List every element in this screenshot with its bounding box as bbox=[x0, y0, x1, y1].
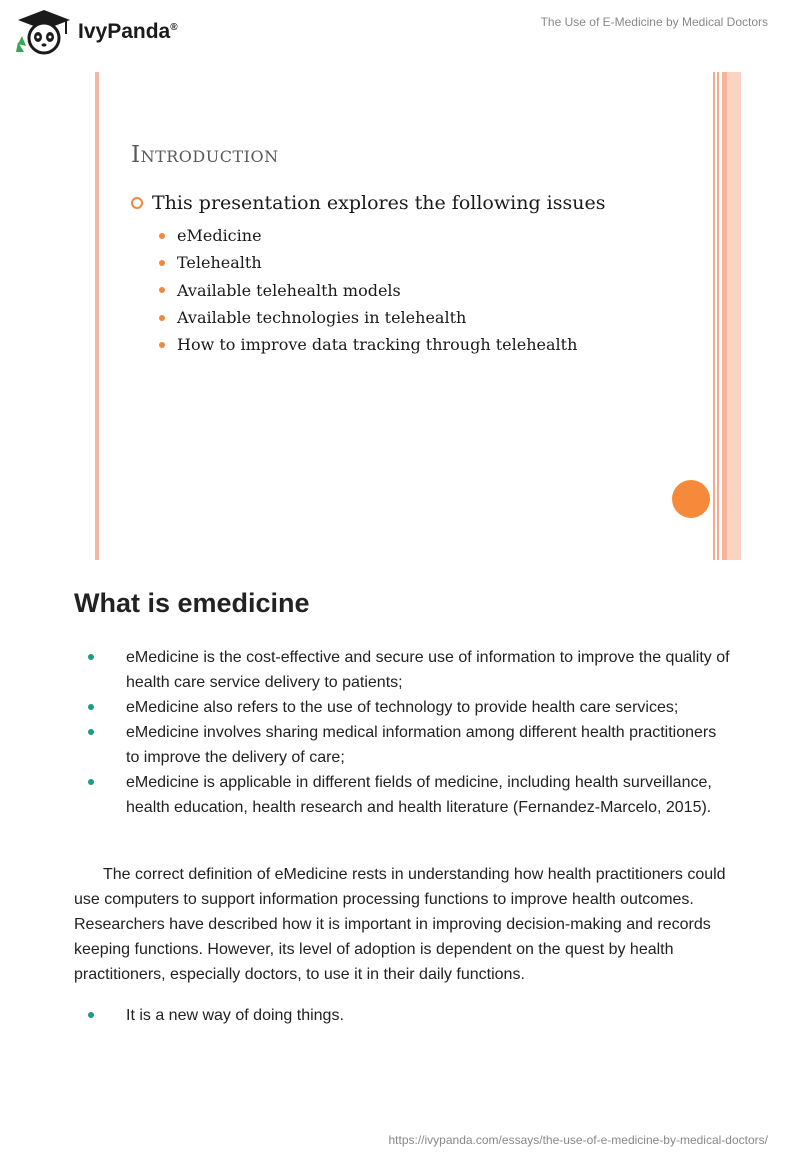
section-heading: What is emedicine bbox=[74, 588, 310, 618]
bullet-item: It is a new way of doing things. bbox=[74, 1003, 734, 1028]
source-url-link[interactable]: https://ivypanda.com/essays/the-use-of-e-medicine-by-medical-doctors/ bbox=[388, 1133, 768, 1147]
slide-list-item: Available technologies in telehealth bbox=[159, 304, 577, 331]
bullet-item: eMedicine involves sharing medical information among different health practitioners to improve the delivery of care; bbox=[74, 720, 734, 770]
orange-circle-decoration bbox=[672, 480, 710, 518]
dot-bullet-icon bbox=[159, 287, 165, 293]
slide-list-item: eMedicine bbox=[159, 222, 577, 249]
brand-logo[interactable] bbox=[14, 8, 178, 56]
dot-bullet-icon bbox=[159, 233, 165, 239]
bullet-item: eMedicine also refers to the use of technology to provide health care services; bbox=[74, 695, 734, 720]
second-bullet-list bbox=[74, 1003, 734, 1028]
slide-main-point bbox=[131, 192, 605, 214]
slide-list-item: Available telehealth models bbox=[159, 277, 577, 304]
bullet-item: eMedicine is applicable in different fields of medicine, including health surveillance, health education, health research and health literature (Fernandez-Marcelo, 2015). bbox=[74, 770, 734, 820]
slide-right-accent-bars bbox=[713, 72, 741, 560]
ring-bullet-icon bbox=[131, 197, 143, 209]
body-paragraph: The correct definition of eMedicine rests in understanding how health practitioners could use computers to support information processing functions to improve health outcomes. Researchers have described how it is important in improving decision-making and records keeping functions. However, its level of adoption is dependent on the quest by health practitioners, especially doctors, to use it in their daily functions. bbox=[74, 866, 726, 983]
panda-graduate-icon bbox=[14, 8, 74, 56]
dot-bullet-icon bbox=[159, 342, 165, 348]
slide-left-accent-bar bbox=[95, 72, 99, 560]
teal-bullet-icon bbox=[88, 704, 94, 710]
slide-main-point-text: This presentation explores the following issues bbox=[152, 192, 606, 214]
dot-bullet-icon bbox=[159, 260, 165, 266]
presentation-slide bbox=[95, 72, 741, 560]
slide-list-item: How to improve data tracking through telehealth bbox=[159, 331, 577, 358]
teal-bullet-icon bbox=[88, 729, 94, 735]
slide-title: Introduction bbox=[131, 142, 279, 168]
brand-name: IvyPanda® bbox=[78, 20, 178, 43]
teal-bullet-icon bbox=[88, 779, 94, 785]
slide-item-list bbox=[159, 222, 577, 358]
bullet-item: eMedicine is the cost-effective and secure use of information to improve the quality of health care service delivery to patients; bbox=[74, 645, 734, 695]
definition-bullet-list bbox=[74, 645, 734, 820]
teal-bullet-icon bbox=[88, 1012, 94, 1018]
slide-list-item: Telehealth bbox=[159, 249, 577, 276]
teal-bullet-icon bbox=[88, 654, 94, 660]
document-title: The Use of E-Medicine by Medical Doctors bbox=[540, 15, 768, 29]
dot-bullet-icon bbox=[159, 315, 165, 321]
